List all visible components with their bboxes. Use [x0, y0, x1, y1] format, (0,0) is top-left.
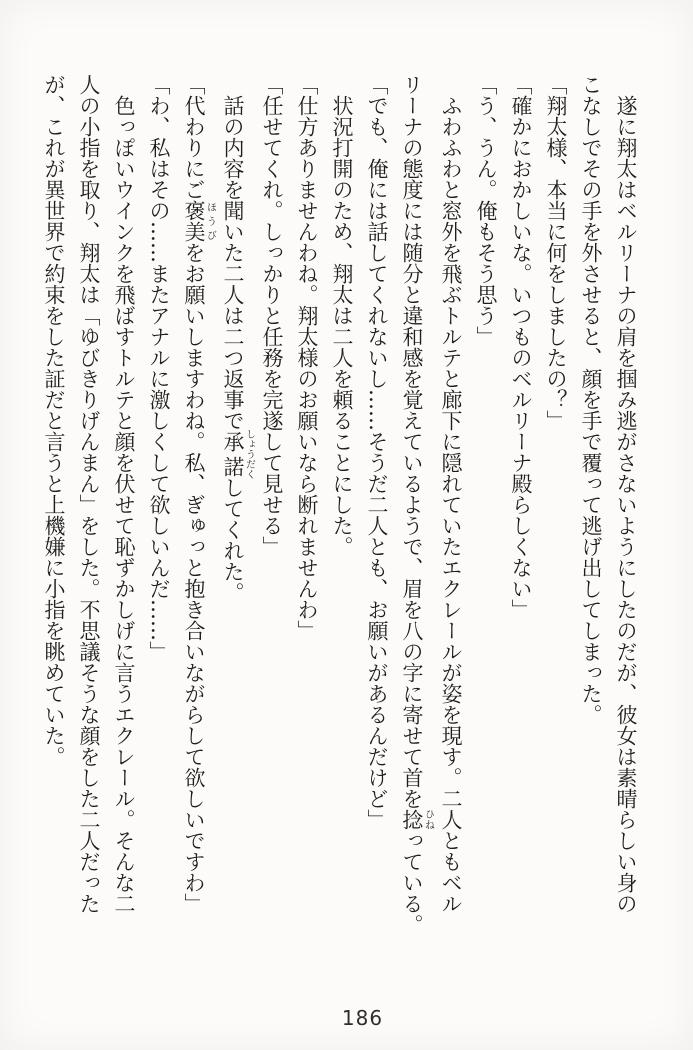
text-column: 「仕方ありませんわね。翔太様のお願いなら断れませんわ」 [295, 74, 319, 641]
text-column: 「でも、俺には話してくれないし……そうだ二人とも、お願いがあるんだけど」 [365, 74, 389, 830]
text-block [43, 74, 643, 962]
text-segment: リーナの態度には随分と違和感を覚えているようで、眉を八の字に寄せて首を [400, 74, 424, 809]
text-column: 「確かにおかしいな。いつものベルリーナ殿らしくない」 [509, 74, 533, 620]
text-segment: をお願いしますわね。私、ぎゅっと抱き合いながらして欲しいですわ」 [182, 242, 206, 914]
ruby-furigana: しょうだく [243, 429, 255, 479]
ruby-annotation [221, 429, 255, 479]
text-segment: 話の内容を聞いた二人は二つ返事で [221, 74, 245, 431]
text-column [394, 74, 433, 962]
text-column: 状況打開のため、翔太は二人を頼ることにした。 [330, 74, 354, 557]
ruby-furigana: ほうび [204, 200, 216, 242]
ruby-base: 捻 [400, 809, 424, 830]
text-column [215, 74, 254, 962]
text-column [176, 74, 215, 962]
text-column: ふわふわと窓外を飛ぶトルテと廊下に隠れていたエクレールが姿を現す。二人ともベル [439, 74, 463, 914]
text-segment: っている。 [400, 830, 424, 935]
text-column: 遂に翔太はベルリーナの肩を掴み逃がさないようにしたのだが、彼女は素晴らしい身の [614, 74, 638, 914]
ruby-annotation [182, 200, 216, 242]
text-column: 「翔太様、本当に何をしましたの？」 [544, 74, 568, 431]
text-column: 「任せてくれ。しっかりと任務を完遂して見せる」 [260, 74, 284, 557]
ruby-base: 褒美 [182, 200, 206, 242]
ruby-annotation [400, 809, 434, 830]
text-column: 色っぽいウインクを飛ばすトルテと顔を伏せて恥ずかしげに言うエクレール。そんな二 [112, 74, 136, 914]
text-column: こなしでその手を外させると、顔を手で覆って逃げ出してしまった。 [579, 74, 603, 725]
text-segment: 「代わりにご [182, 74, 206, 200]
text-column: 「う、うん。俺もそう思う」 [474, 74, 498, 347]
ruby-base: 承諾 [221, 429, 245, 479]
text-segment: してくれた。 [221, 477, 245, 603]
page-number: 186 [341, 1006, 384, 1030]
text-column: が、これが異世界で約束をした証だと言うと上機嫌に小指を眺めていた。 [42, 74, 66, 767]
ruby-furigana: ひね [422, 809, 434, 830]
text-column: 人の小指を取り、翔太は「ゆびきりげんまん」をした。不思議そうな顔をした二人だった [77, 74, 101, 914]
text-column: 「わ、私はその……またアナルに激しくして欲しいんだ……」 [147, 74, 171, 662]
